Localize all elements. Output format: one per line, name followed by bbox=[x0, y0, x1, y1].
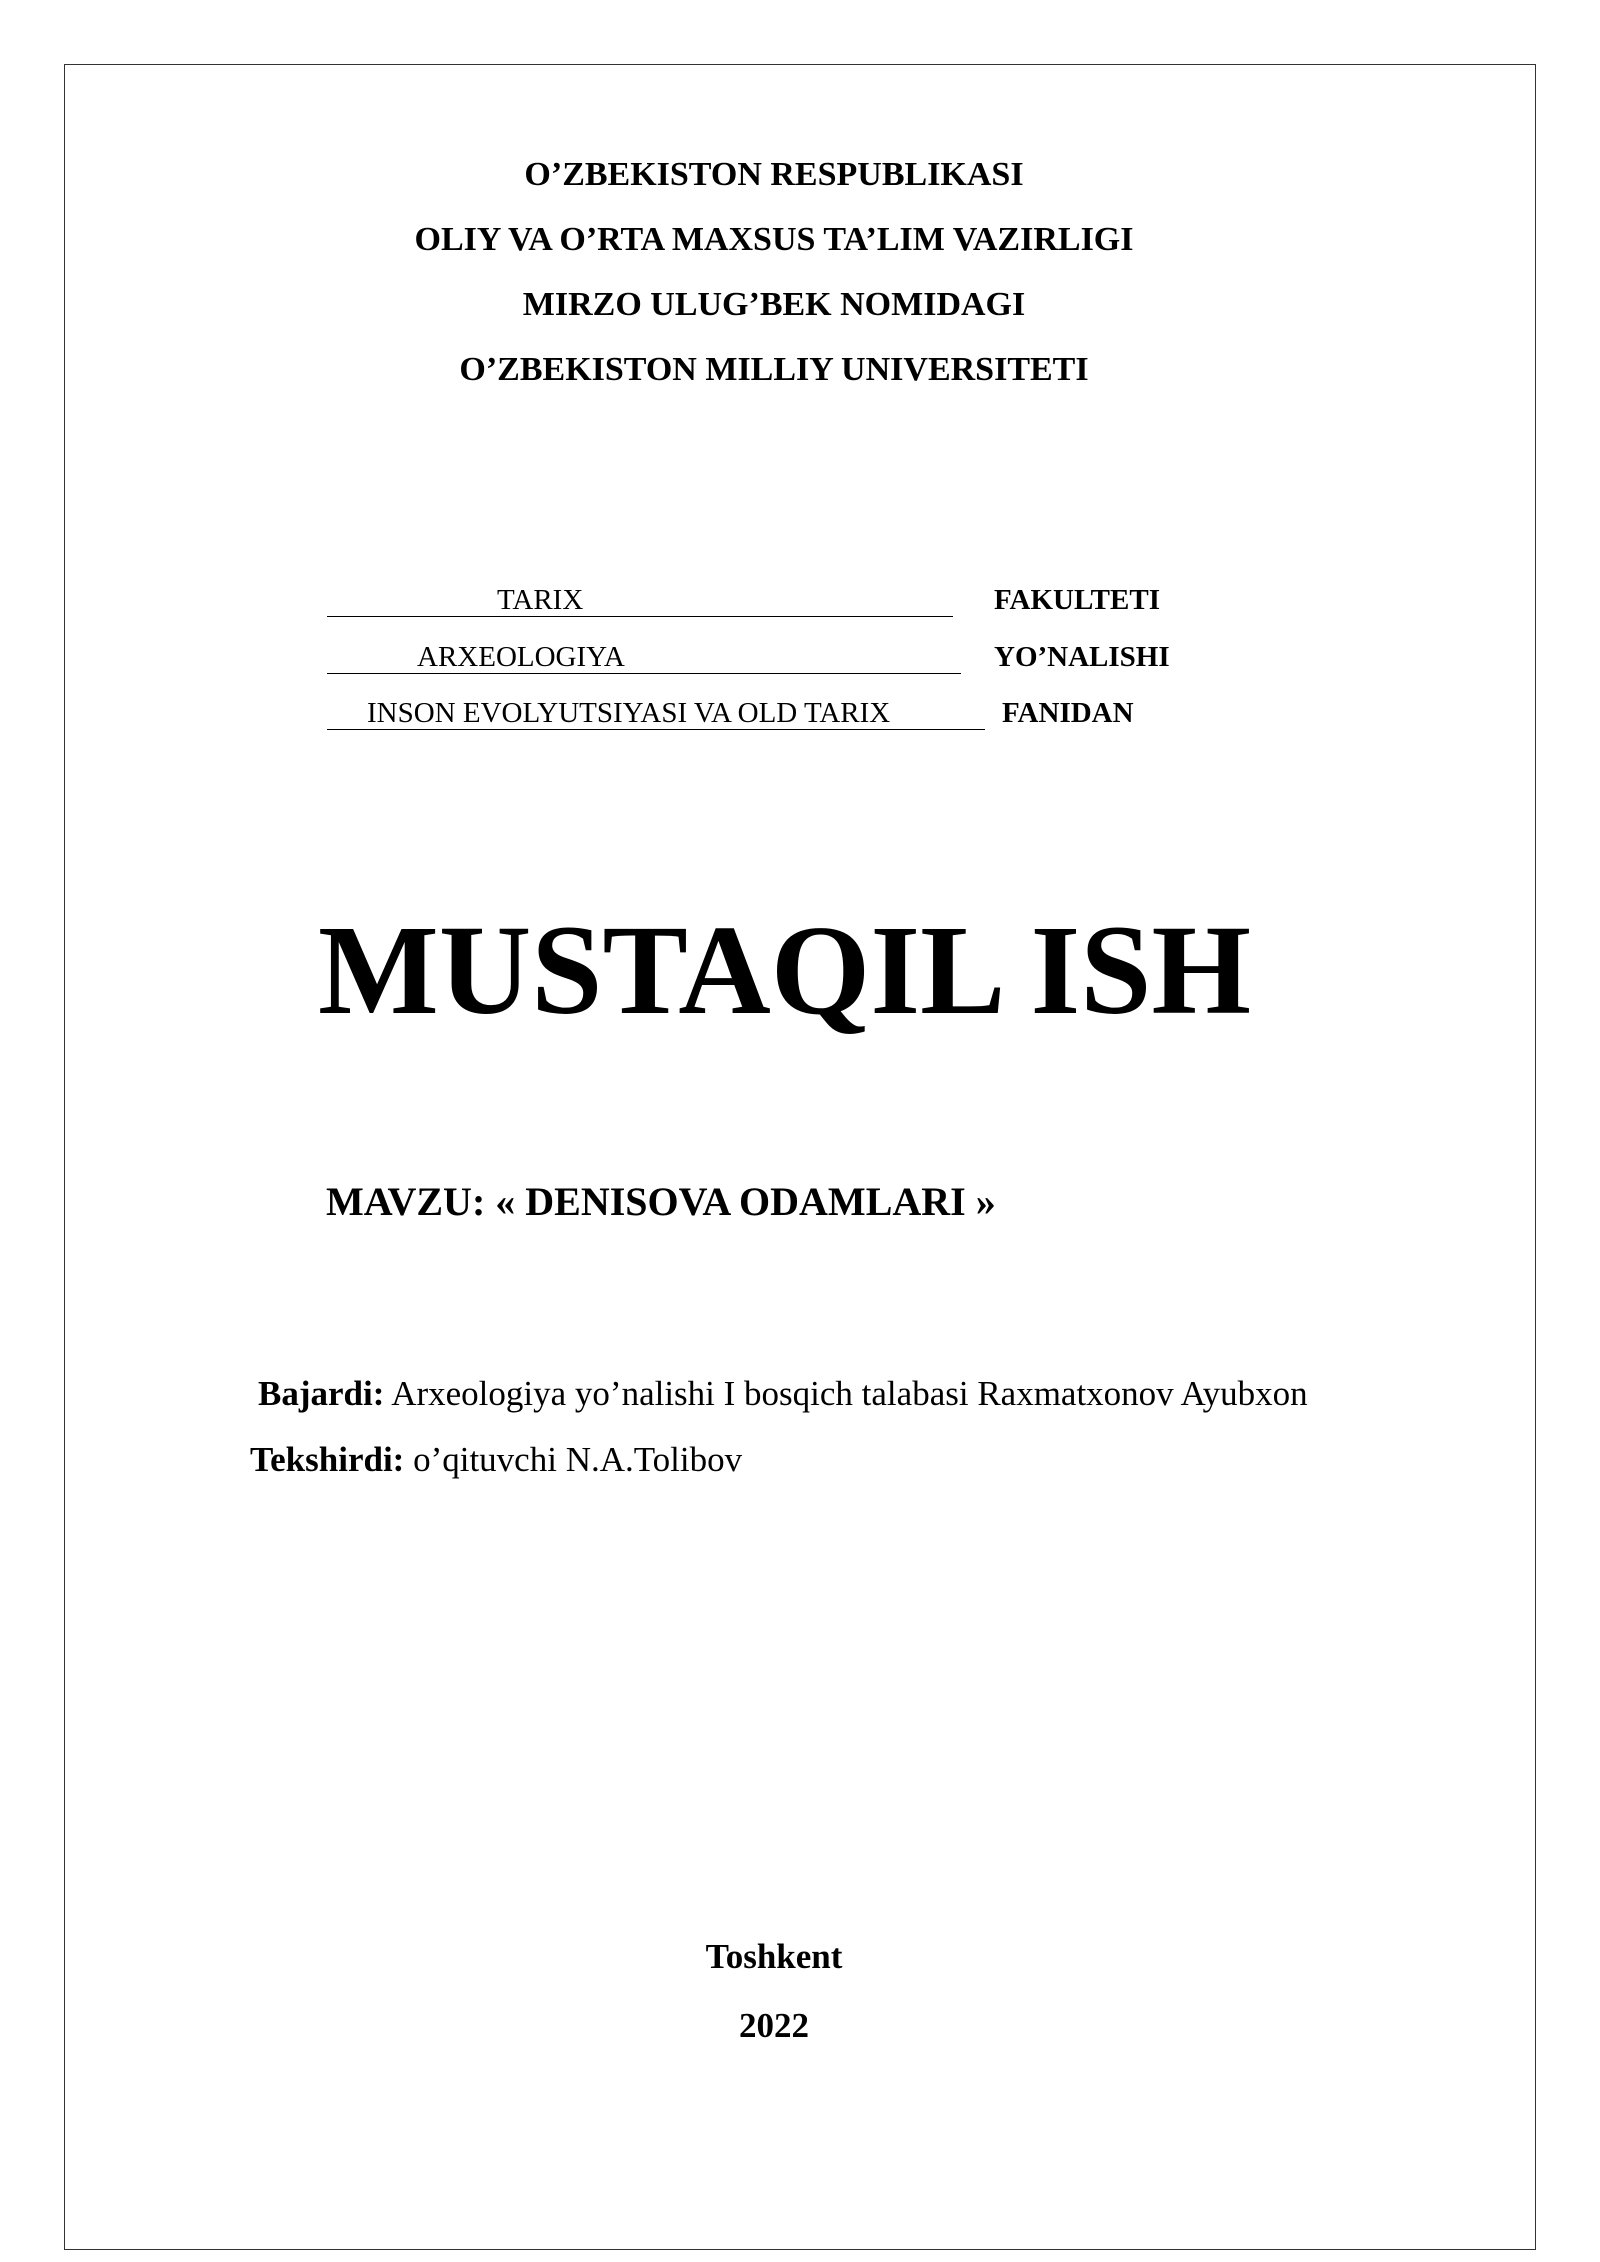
direction-label: YO’NALISHI bbox=[994, 641, 1170, 673]
footer-year: 2022 bbox=[739, 2006, 809, 2045]
performer-line bbox=[258, 1369, 1308, 1419]
topic-line: MAVZU: « DENISOVA ODAMLARI » bbox=[326, 1179, 996, 1224]
header-line-named-after: MIRZO ULUG’BEK NOMIDAGI bbox=[522, 286, 1026, 323]
faculty-value-underline bbox=[327, 583, 953, 617]
direction-value: ARXEOLOGIYA bbox=[417, 641, 625, 673]
checker-line bbox=[250, 1435, 742, 1485]
faculty-value: TARIX bbox=[497, 584, 584, 616]
checker-role: Tekshirdi: bbox=[250, 1440, 405, 1479]
checker-text: o’qituvchi N.A.Tolibov bbox=[404, 1440, 743, 1479]
header-line-ministry: OLIY VA O’RTA MAXSUS TA’LIM VAZIRLIGI bbox=[414, 221, 1134, 258]
document-title: MUSTAQIL ISH bbox=[318, 899, 1251, 1041]
footer-city: Toshkent bbox=[705, 1937, 843, 1976]
header-line-university: O’ZBEKISTON MILLIY UNIVERSITETI bbox=[459, 351, 1089, 388]
subject-value: INSON EVOLYUTSIYASI VA OLD TARIX bbox=[367, 697, 891, 729]
faculty-label: FAKULTETI bbox=[994, 584, 1160, 616]
direction-value-underline bbox=[327, 640, 961, 674]
performer-role: Bajardi: bbox=[258, 1374, 385, 1413]
subject-label: FANIDAN bbox=[1002, 697, 1134, 729]
header-line-country: O’ZBEKISTON RESPUBLIKASI bbox=[524, 156, 1024, 193]
subject-value-underline bbox=[327, 696, 985, 730]
performer-text: Arxeologiya yo’nalishi I bosqich talabasi Raxmatxonov Ayubxon bbox=[384, 1374, 1308, 1413]
